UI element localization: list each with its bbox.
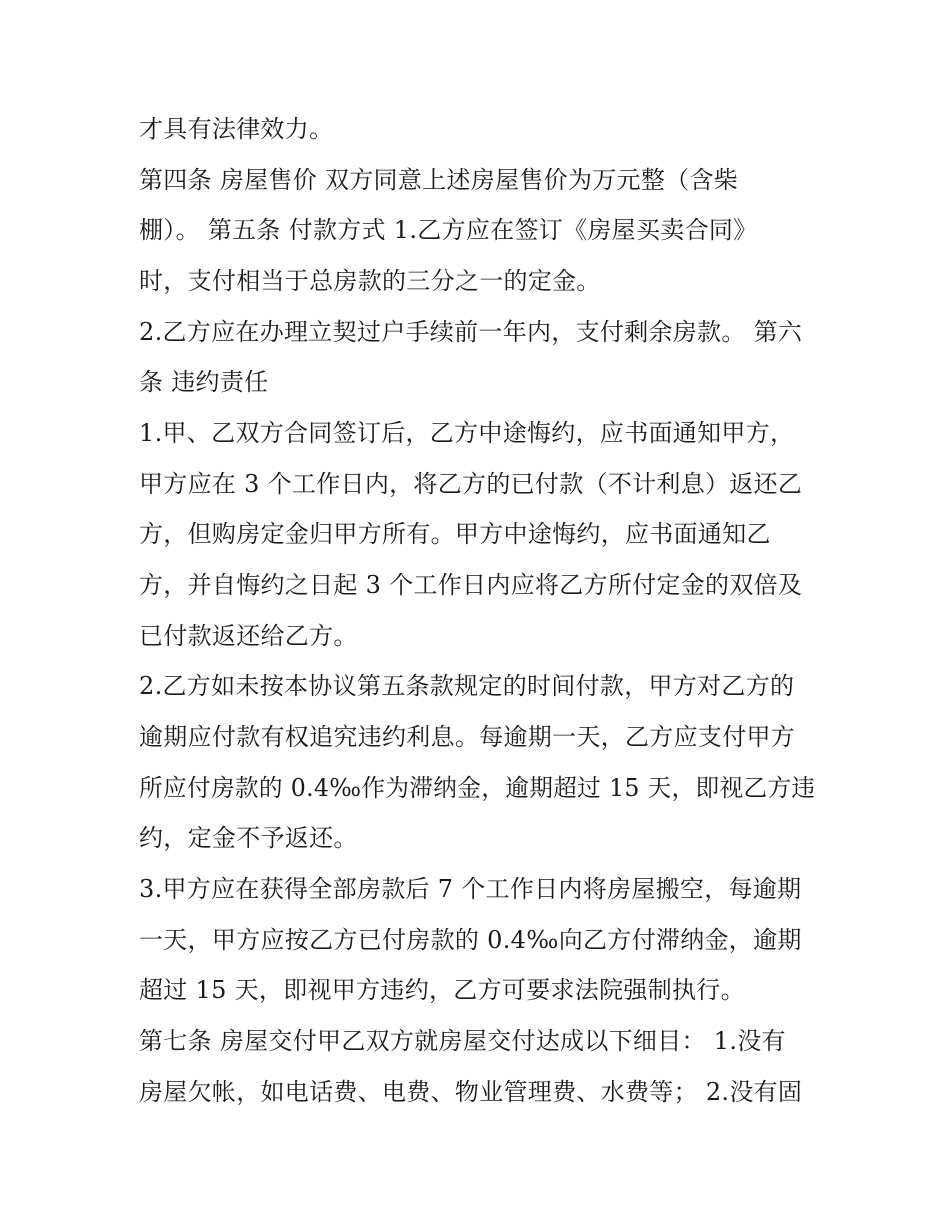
text-line: 棚）。 第五条 付款方式 1.乙方应在签订《房屋买卖合同》: [139, 216, 758, 244]
text-line: 房屋欠帐，如电话费、电费、物业管理费、水费等； 2.没有固: [139, 1078, 803, 1106]
text-line: 2.乙方应在办理立契过户手续前一年内，支付剩余房款。 第六: [139, 318, 803, 346]
text-line: 方，但购房定金归甲方所有。甲方中途悔约，应书面通知乙: [139, 520, 771, 548]
text-line: 2.乙方如未按本协议第五条款规定的时间付款，甲方对乙方的: [139, 672, 795, 700]
text-line: 第七条 房屋交付甲乙双方就房屋交付达成以下细目： 1.没有: [139, 1027, 786, 1055]
text-line: 3.甲方应在获得全部房款后 7 个工作日内将房屋搬空，每逾期: [139, 875, 802, 903]
text-line: 条 违约责任: [139, 368, 269, 396]
text-line: 方，并自悔约之日起 3 个工作日内应将乙方所付定金的双倍及: [139, 571, 803, 599]
text-line: 超过 15 天，即视甲方违约，乙方可要求法院强制执行。: [139, 976, 745, 1004]
text-line: 约，定金不予返还。: [139, 824, 358, 852]
text-line: 一天，甲方应按乙方已付房款的 0.4‰向乙方付滞纳金，逾期: [139, 926, 802, 954]
text-line: 所应付房款的 0.4‰作为滞纳金，逾期超过 15 天，即视乙方违: [139, 774, 816, 802]
text-line: 第四条 房屋售价 双方同意上述房屋售价为万元整（含柴: [139, 166, 739, 194]
text-line: 甲方应在 3 个工作日内，将乙方的已付款（不计利息）返还乙: [139, 470, 803, 498]
text-line: 逾期应付款有权追究违约利息。每逾期一天，乙方应支付甲方: [139, 723, 796, 751]
text-line: 才具有法律效力。: [139, 115, 334, 143]
text-line: 1.甲、乙双方合同签订后，乙方中途悔约，应书面通知甲方，: [139, 419, 795, 447]
text-line: 时，支付相当于总房款的三分之一的定金。: [139, 267, 601, 295]
text-line: 已付款返还给乙方。: [139, 622, 358, 650]
